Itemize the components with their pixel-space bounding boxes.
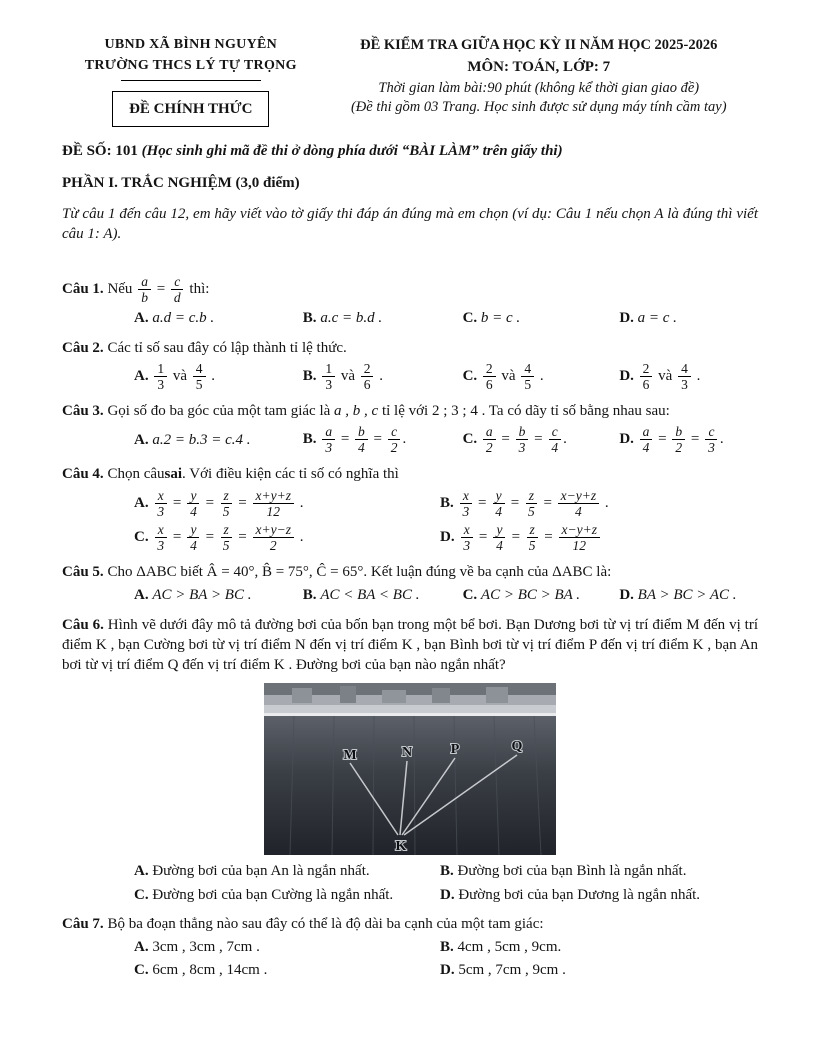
question-7-stem bbox=[62, 914, 758, 934]
q7-option-c: C. 6cm , 8cm , 14cm . bbox=[134, 962, 268, 979]
question-number: Câu 7. bbox=[62, 915, 104, 932]
fraction: $\frac{b}{2}$ bbox=[672, 424, 685, 455]
header-rule bbox=[121, 80, 261, 81]
question-6 bbox=[62, 615, 758, 905]
stem-text: Gọi số đo ba góc của một tam giác là bbox=[107, 402, 331, 419]
part1-heading: PHẦN I. TRẮC NGHIỆM (3,0 điểm) bbox=[62, 175, 300, 192]
question-number: Câu 6. bbox=[62, 616, 104, 633]
point-k-label: K bbox=[395, 839, 407, 855]
question-number: Câu 2. bbox=[62, 339, 104, 356]
fraction: $\frac{x}{3}$ bbox=[460, 522, 473, 553]
fraction: $\frac{y}{4}$ bbox=[493, 522, 506, 553]
q7-option-d: D. 5cm , 7cm , 9cm . bbox=[440, 962, 566, 979]
stem-text: Hình vẽ dưới đây mô tả đường bơi của bốn bạn trong một bể bơi. Bạn Dương bơi từ vị trí điểm M đến vị trí điểm K , bạn Cường bơi từ vị trí điểm N đến vị trí điểm K , bạn Bình bơi từ vị trí điểm P đến vị trí điểm K , bạn An bơi từ vị trí điểm Q đến vị trí điểm K . Đường bơi của bạn nào ngắn nhất? bbox=[62, 616, 759, 674]
question-number: Câu 1. bbox=[62, 281, 104, 298]
question-7-options-row1 bbox=[62, 937, 758, 957]
fraction: $\frac{a}{4}$ bbox=[640, 424, 653, 455]
fraction: $\frac{4}{5}$ bbox=[193, 361, 206, 392]
question-number: Câu 4. bbox=[62, 466, 104, 483]
org-name: UBND XÃ BÌNH NGUYÊN bbox=[104, 37, 278, 52]
fraction: $\frac{y}{4}$ bbox=[187, 522, 200, 553]
exam-code: ĐỀ SỐ: 101 bbox=[62, 143, 138, 160]
question-2 bbox=[62, 338, 758, 392]
stem-text: thì: bbox=[189, 281, 210, 298]
point-m-label: M bbox=[343, 748, 357, 764]
question-2-stem bbox=[62, 338, 758, 358]
fraction: $\frac{z}{5}$ bbox=[220, 488, 233, 519]
fraction: $\frac{2}{6}$ bbox=[483, 361, 496, 392]
fraction: $\frac{x+y-z}{2}$ bbox=[253, 522, 294, 553]
exam-title: ĐỀ KIỂM TRA GIỮA HỌC KỲ II NĂM HỌC 2025-2026 bbox=[360, 37, 718, 53]
q3-option-a: A. a.2 = b.3 = c.4 . bbox=[134, 431, 251, 448]
fraction: $\frac{b}{4}$ bbox=[355, 424, 368, 455]
fraction: $\frac{x}{3}$ bbox=[460, 488, 473, 519]
q6-option-c: C. Đường bơi của bạn Cường là ngắn nhất. bbox=[134, 886, 394, 903]
q7-option-b: B. 4cm , 5cm , 9cm. bbox=[440, 939, 562, 956]
header-left bbox=[62, 36, 320, 127]
question-5-stem bbox=[62, 562, 758, 582]
exam-duration: Thời gian làm bài:90 phút (không kể thời gian giao đề) bbox=[378, 79, 700, 96]
stem-text: Các tỉ số sau đây có lập thành tỉ lệ thức. bbox=[107, 339, 347, 356]
q2-option-c: C. $\frac{2}{6}$ và $\frac{4}{5}$ . bbox=[462, 360, 544, 392]
question-4 bbox=[62, 464, 758, 553]
question-5-options bbox=[62, 585, 758, 605]
q2-option-d: D. $\frac{2}{6}$ và $\frac{4}{3}$ . bbox=[619, 360, 701, 392]
fraction: $\frac{z}{5}$ bbox=[526, 522, 539, 553]
fraction: $\frac{x-y+z}{12}$ bbox=[559, 522, 600, 553]
fraction: $\frac{2}{6}$ bbox=[361, 361, 374, 392]
fraction: $\frac{1}{3}$ bbox=[322, 361, 335, 392]
stem-bold: sai bbox=[164, 466, 183, 483]
exam-subject: MÔN: TOÁN, LỚP: 7 bbox=[467, 58, 611, 75]
q5-option-c: C. AC > BC > BA . bbox=[462, 587, 581, 604]
q5-option-d: D. BA > BC > AC . bbox=[619, 587, 737, 604]
official-exam-box: ĐỀ CHÍNH THỨC bbox=[112, 91, 269, 127]
equals-sign: = bbox=[156, 281, 166, 298]
question-number: Câu 3. bbox=[62, 402, 104, 419]
q3-option-c: C. $\frac{a}{2}$ = $\frac{b}{3}$ = $\frac{c}{4}$ . bbox=[462, 424, 567, 456]
fraction: $\frac{c}{d}$ bbox=[171, 274, 184, 305]
fraction: $\frac{x}{3}$ bbox=[154, 522, 167, 553]
fraction: $\frac{z}{5}$ bbox=[525, 488, 538, 519]
q2-option-a: A. $\frac{1}{3}$ và $\frac{4}{5}$ . bbox=[134, 360, 216, 392]
stem-text: Cho ΔABC biết Â = 40°, B̂ = 75°, Ĉ = 65°. Kết luận đúng về ba cạnh của ΔABC là: bbox=[107, 564, 612, 581]
exam-page-note: (Đề thi gồm 03 Trang. Học sinh được sử dụng máy tính cầm tay) bbox=[350, 99, 727, 116]
question-4-options-row1 bbox=[62, 488, 758, 519]
q1-option-b: B. a.c = b.d . bbox=[302, 310, 383, 327]
fraction: $\frac{a}{b}$ bbox=[138, 274, 151, 305]
pool-photo bbox=[264, 683, 556, 855]
q1-option-a: A. a.d = c.b . bbox=[134, 310, 215, 327]
point-q-label: Q bbox=[511, 739, 523, 755]
question-3-options bbox=[62, 424, 758, 455]
q4-option-c: C. $\frac{x}{3}$ = $\frac{y}{4}$ = $\frac{z}{5}$ = $\frac{x+y-z}{2}$ . bbox=[134, 521, 304, 554]
question-6-options-row2 bbox=[62, 885, 758, 905]
q4-option-a: A. $\frac{x}{3}$ = $\frac{y}{4}$ = $\frac{z}{5}$ = $\frac{x+y+z}{12}$ . bbox=[134, 487, 304, 519]
exam-header bbox=[62, 36, 758, 127]
q4-option-d: D. $\frac{x}{3}$ = $\frac{y}{4}$ = $\frac{z}{5}$ = $\frac{x-y+z}{12}$ bbox=[440, 522, 758, 553]
point-p-label: P bbox=[450, 742, 460, 758]
exam-code-note: (Học sinh ghi mã đề thi ở dòng phía dưới “BÀI LÀM” trên giấy thi) bbox=[141, 143, 563, 160]
question-1 bbox=[62, 274, 758, 328]
question-3 bbox=[62, 401, 758, 455]
fraction: $\frac{x}{3}$ bbox=[154, 488, 167, 519]
school-name: TRƯỜNG THCS LÝ TỰ TRỌNG bbox=[84, 57, 297, 73]
q5-option-b: B. AC < BA < BC . bbox=[302, 587, 420, 604]
q7-option-a: A. 3cm , 3cm , 7cm . bbox=[134, 939, 260, 956]
stem-text: tỉ lệ với 2 ; 3 ; 4 . Ta có dãy tỉ số bằng nhau sau: bbox=[381, 402, 670, 419]
fraction: $\frac{2}{6}$ bbox=[640, 361, 653, 392]
fraction: $\frac{z}{5}$ bbox=[220, 522, 233, 553]
fraction: $\frac{c}{3}$ bbox=[705, 424, 718, 455]
question-2-options bbox=[62, 361, 758, 392]
fraction: $\frac{b}{3}$ bbox=[516, 424, 529, 455]
q6-option-d: D. Đường bơi của bạn Dương là ngắn nhất. bbox=[440, 886, 701, 903]
q6-option-a: A. Đường bơi của bạn An là ngắn nhất. bbox=[134, 863, 370, 880]
question-5 bbox=[62, 562, 758, 606]
stem-text: Chọn câu bbox=[107, 466, 165, 483]
question-3-stem bbox=[62, 401, 758, 421]
question-7-options-row2 bbox=[62, 960, 758, 980]
question-6-options-row1 bbox=[62, 861, 758, 881]
stem-text: Nếu bbox=[107, 281, 133, 298]
q1-option-d: D. a = c . bbox=[619, 310, 677, 327]
stem-text: Bộ ba đoạn thẳng nào sau đây có thể là độ dài ba cạnh của một tam giác: bbox=[107, 915, 544, 932]
fraction: $\frac{a}{2}$ bbox=[483, 424, 496, 455]
question-6-stem bbox=[62, 615, 758, 676]
fraction: $\frac{4}{3}$ bbox=[678, 361, 691, 392]
q1-option-c: C. b = c . bbox=[462, 310, 521, 327]
fraction: $\frac{y}{4}$ bbox=[492, 488, 505, 519]
part1-instruction: Từ câu 1 đến câu 12, em hãy viết vào tờ giấy thi đáp án đúng mà em chọn (ví dụ: Câu 1 nếu chọn A là đúng thì viết câu 1: A). bbox=[62, 205, 758, 242]
math-vars: a , b , c bbox=[334, 402, 379, 419]
q3-option-b: B. $\frac{a}{3}$ = $\frac{b}{4}$ = $\frac{c}{2}$ . bbox=[302, 424, 407, 456]
question-7 bbox=[62, 914, 758, 981]
q4-option-b: B. $\frac{x}{3}$ = $\frac{y}{4}$ = $\frac{z}{5}$ = $\frac{x-y+z}{4}$ . bbox=[440, 487, 609, 519]
question-4-options-row2 bbox=[62, 522, 758, 553]
point-n-label: N bbox=[401, 745, 413, 761]
question-1-options bbox=[62, 308, 758, 328]
q5-option-a: A. AC > BA > BC . bbox=[134, 587, 252, 604]
fraction: $\frac{c}{4}$ bbox=[548, 424, 561, 455]
question-4-stem bbox=[62, 464, 758, 484]
fraction: $\frac{1}{3}$ bbox=[154, 361, 167, 392]
q6-option-b: B. Đường bơi của bạn Bình là ngắn nhất. bbox=[440, 863, 687, 880]
fraction: $\frac{a}{3}$ bbox=[322, 424, 335, 455]
question-1-stem bbox=[62, 274, 758, 305]
q2-option-b: B. $\frac{1}{3}$ và $\frac{2}{6}$ . bbox=[302, 360, 383, 392]
fraction: $\frac{y}{4}$ bbox=[187, 488, 200, 519]
q3-option-d: D. $\frac{a}{4}$ = $\frac{b}{2}$ = $\frac{c}{3}$ . bbox=[619, 424, 724, 456]
stem-text: . Với điều kiện các tỉ số có nghĩa thì bbox=[182, 466, 399, 483]
fraction: $\frac{4}{5}$ bbox=[521, 361, 534, 392]
fraction: $\frac{c}{2}$ bbox=[388, 424, 401, 455]
fraction: $\frac{x-y+z}{4}$ bbox=[558, 488, 599, 519]
question-number: Câu 5. bbox=[62, 564, 104, 581]
fraction: $\frac{x+y+z}{12}$ bbox=[253, 488, 294, 519]
exam-code-line bbox=[62, 141, 758, 161]
pool-figure bbox=[264, 683, 556, 855]
header-right bbox=[320, 36, 758, 118]
